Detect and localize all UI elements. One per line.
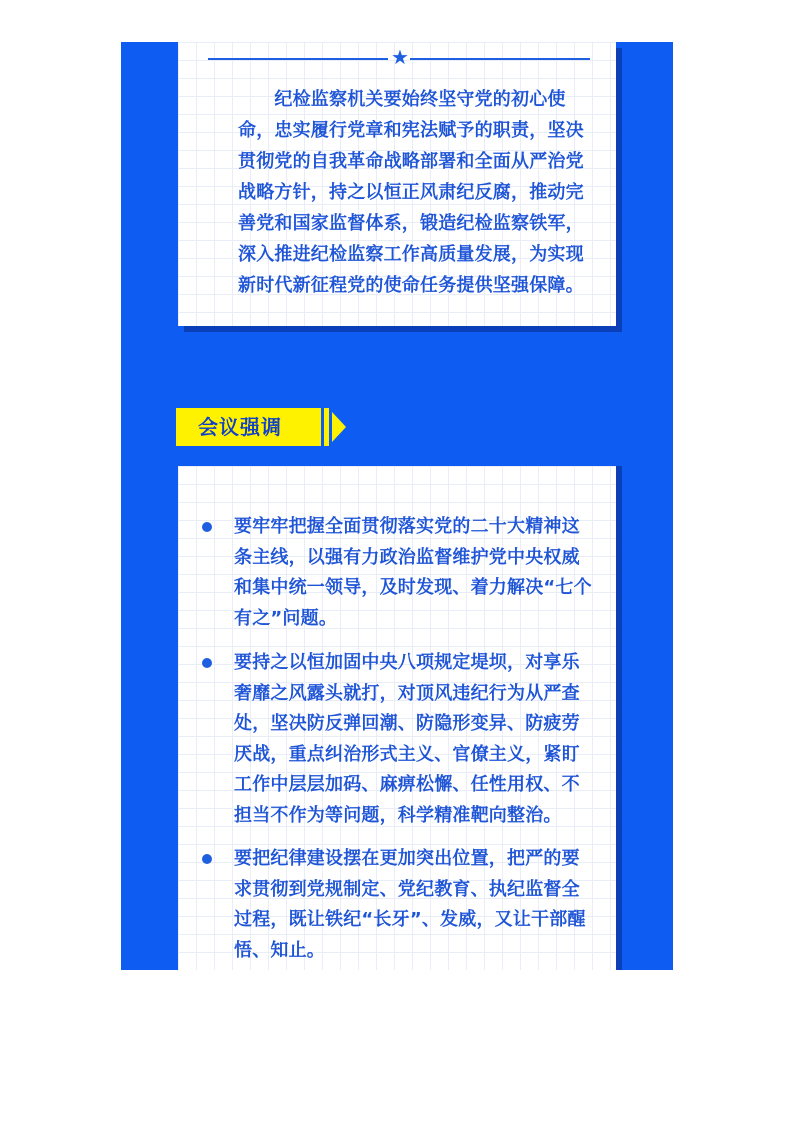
section-title-tag (176, 408, 346, 446)
divider-line-left (208, 58, 388, 60)
arrow-right-icon (332, 412, 346, 442)
section-title-bar (324, 408, 329, 446)
list-item-text: 要持之以恒加固中央八项规定堤坝，对享乐奢靡之风露头就打，对顶风违纪行为从严查处，坚决防反弹回潮、防隐形变异、防疲劳厌战，重点纠治形式主义、官僚主义，紧盯工作中层层加码、麻痹松懈、任性用权、不担当不作为等问题，科学精准靶向整治。 (234, 652, 580, 826)
list-item-text: 要牢牢把握全面贯彻落实党的二十大精神这条主线，以强有力政治监督维护党中央权威和集中统一领导，及时发现、着力解决“七个有之”问题。 (234, 516, 592, 629)
divider-line-right (410, 58, 590, 60)
intro-paragraph: 纪检监察机关要始终坚守党的初心使命，忠实履行党章和宪法赋予的职责，坚决贯彻党的自我革命战略部署和全面从严治党战略方针，持之以恒正风肃纪反腐，推动完善党和国家监督体系，锻造纪检监察铁军，深入推进纪检监察工作高质量发展，为实现新时代新征程党的使命任务提供坚强保障。 (238, 89, 584, 296)
dot-icon (202, 522, 212, 532)
star-icon: ★ (391, 45, 409, 69)
dot-icon (202, 854, 212, 864)
dot-icon (202, 658, 212, 668)
section-title: 会议强调 (198, 415, 282, 439)
list-item-text: 要把纪律建设摆在更加突出位置，把严的要求贯彻到党规制定、党纪教育、执纪监督全过程，既让铁纪“长牙”、发威，又让干部醒悟、知止。 (234, 848, 586, 961)
